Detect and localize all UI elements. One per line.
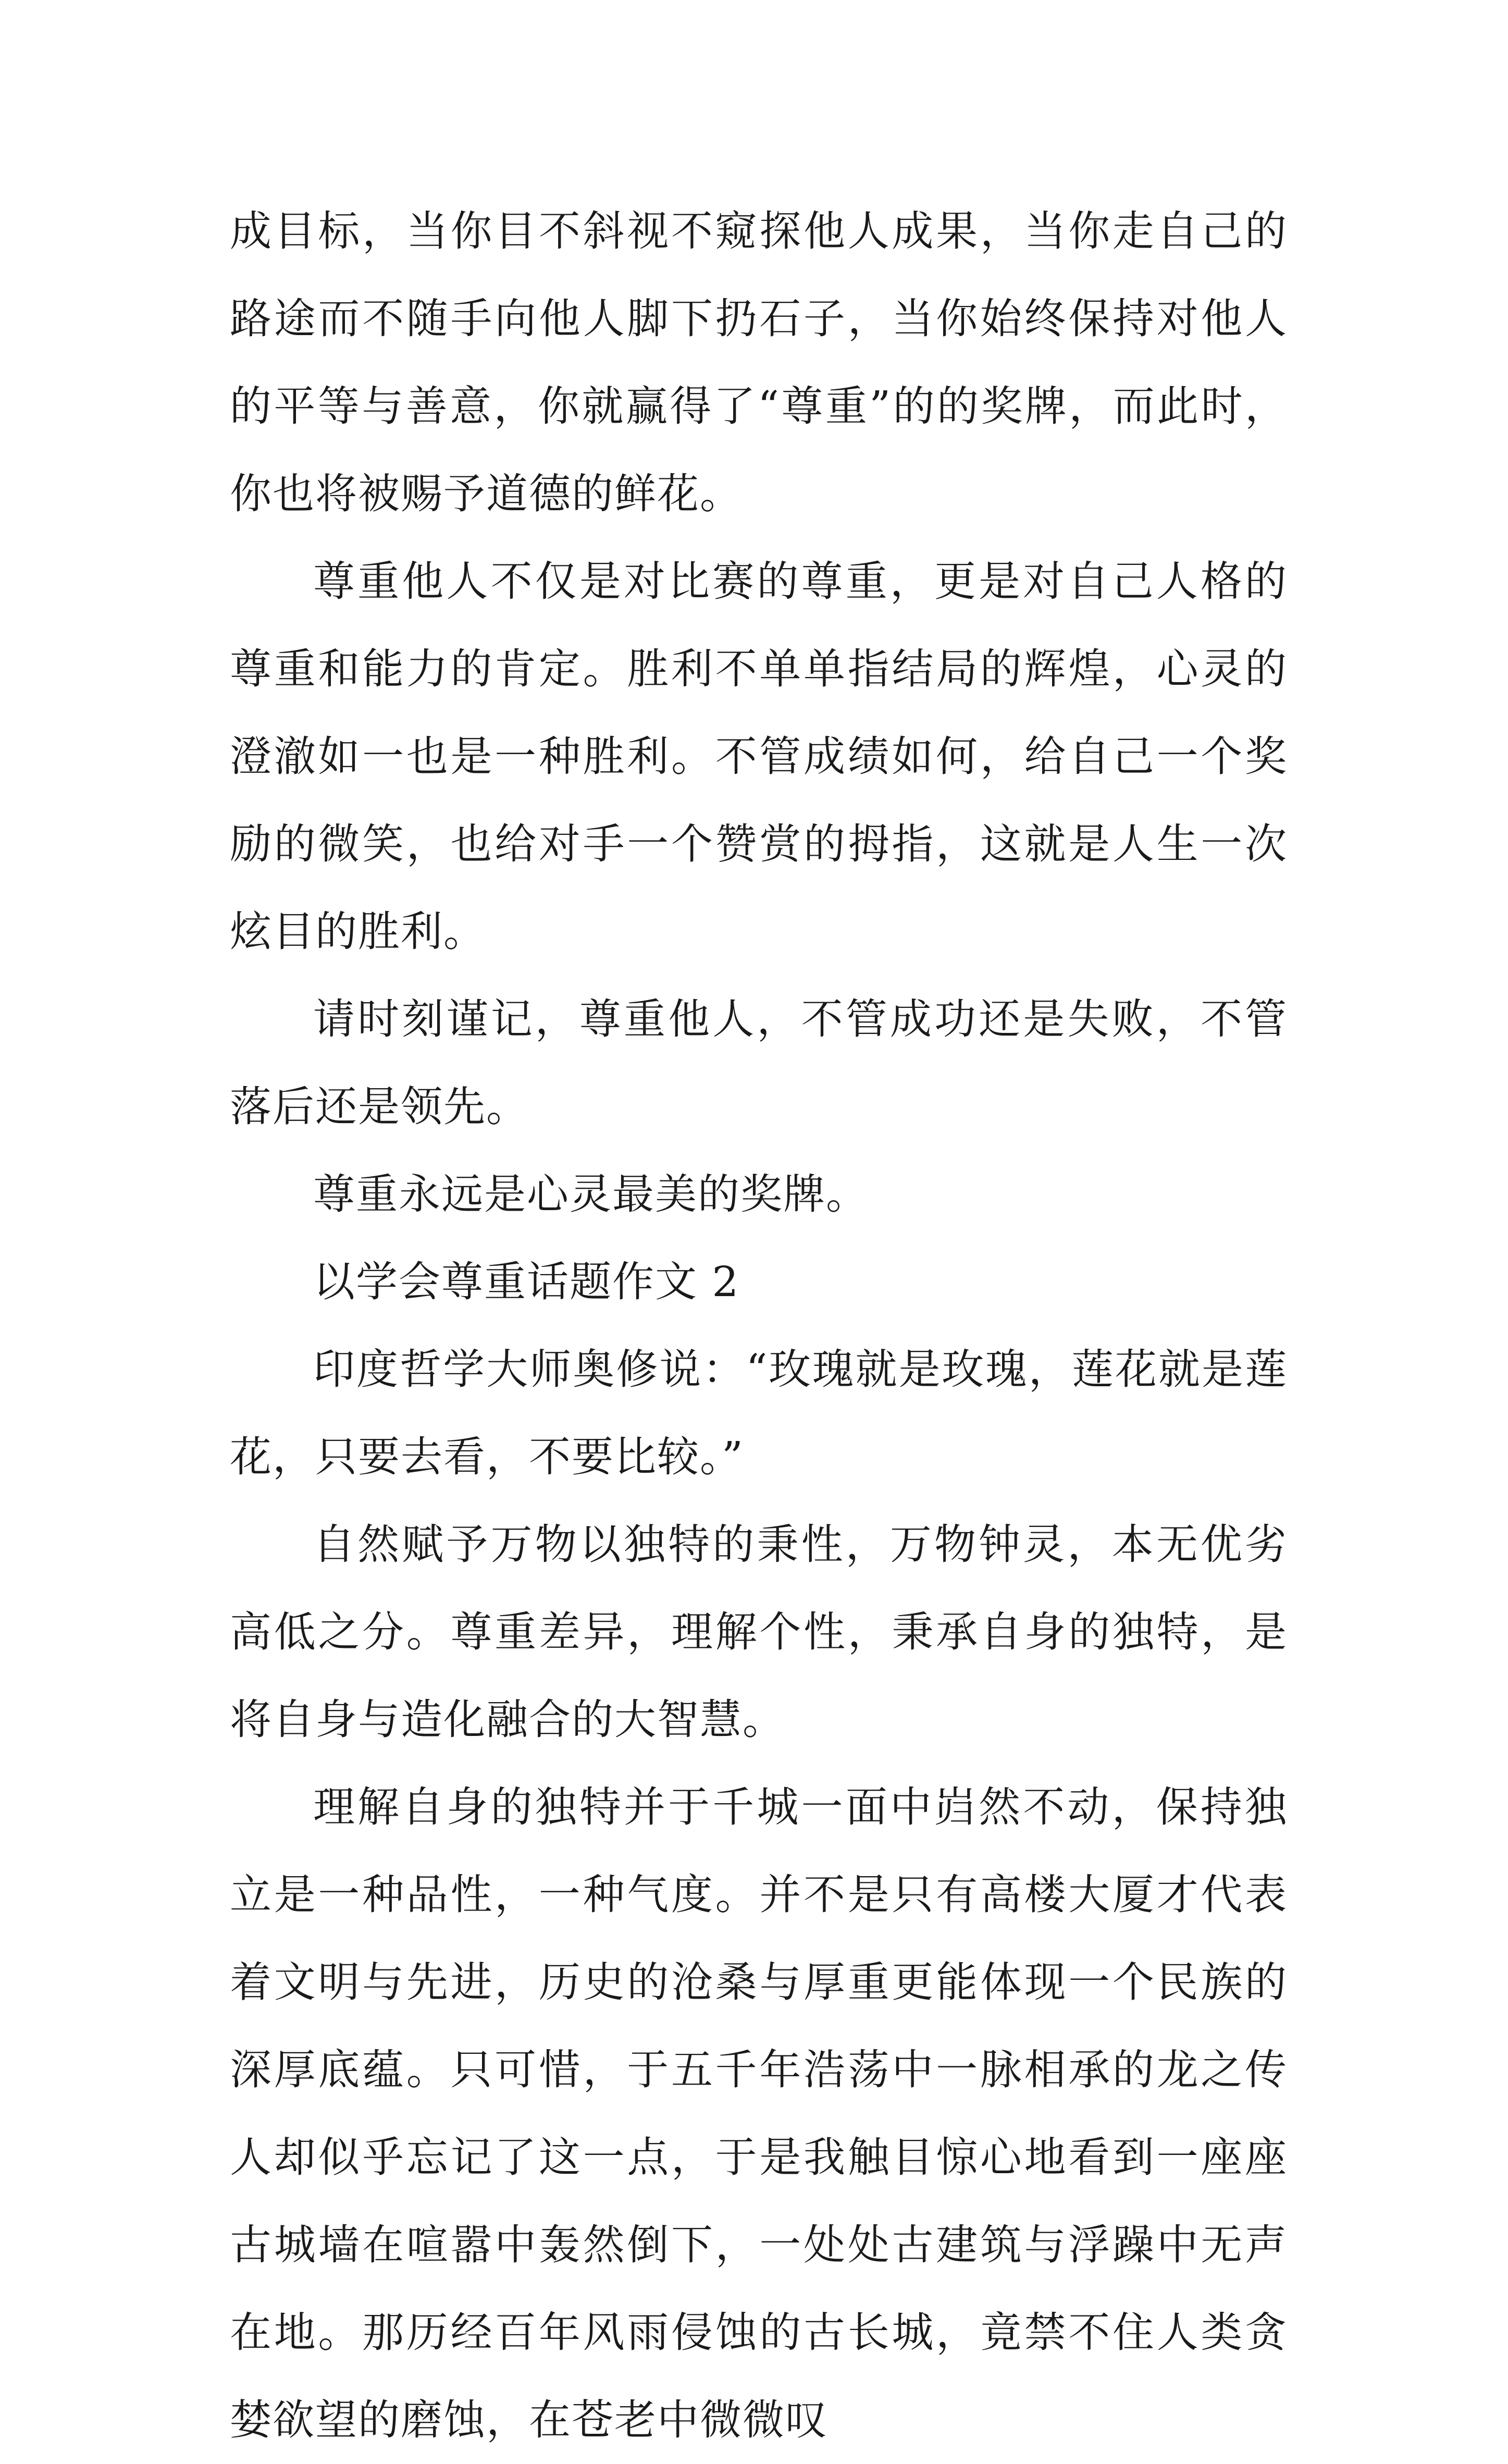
- paragraph: 尊重他人不仅是对比赛的尊重，更是对自己人格的尊重和能力的肯定。胜利不单单指结局的辉煌，心灵的澄澈如一也是一种胜利。不管成绩如何，给自己一个奖励的微笑，也给对手一个赞赏的拇指，这就是人生一次炫目的胜利。: [230, 557, 1288, 956]
- paragraph: 尊重永远是心灵最美的奖牌。: [313, 1170, 869, 1218]
- paragraph: 印度哲学大师奥修说：“玫瑰就是玫瑰，莲花就是莲花，只要去看，不要比较。”: [230, 1345, 1288, 1481]
- paragraph-continuation: 成目标，当你目不斜视不窥探他人成果，当你走自己的路途而不随手向他人脚下扔石子，当你始终保持对他人的平等与善意，你就赢得了“尊重”的的奖牌，而此时，你也将被赐予道德的鲜花。: [230, 207, 1288, 518]
- section-heading: 以学会尊重话题作文 2: [313, 1258, 740, 1306]
- paragraph: 理解自身的独特并于千城一面中岿然不动，保持独立是一种品性，一种气度。并不是只有高楼大厦才代表着文明与先进，历史的沧桑与厚重更能体现一个民族的深厚底蕴。只可惜，于五千年浩荡中一脉相承的龙之传人却似乎忘记了这一点，于是我触目惊心地看到一座座古城墙在喧嚣中轰然倒下，一处处古建筑与浮躁中无声在地。那历经百年风雨侵蚀的古长城，竟禁不住人类贪婪欲望的磨蚀，在苍老中微微叹: [230, 1783, 1288, 2444]
- document-body: [230, 188, 1288, 2464]
- paragraph: 自然赋予万物以独特的秉性，万物钟灵，本无优劣高低之分。尊重差异，理解个性，秉承自身的独特，是将自身与造化融合的大智慧。: [230, 1520, 1288, 1744]
- paragraph: 请时刻谨记，尊重他人，不管成功还是失败，不管落后还是领先。: [230, 995, 1288, 1131]
